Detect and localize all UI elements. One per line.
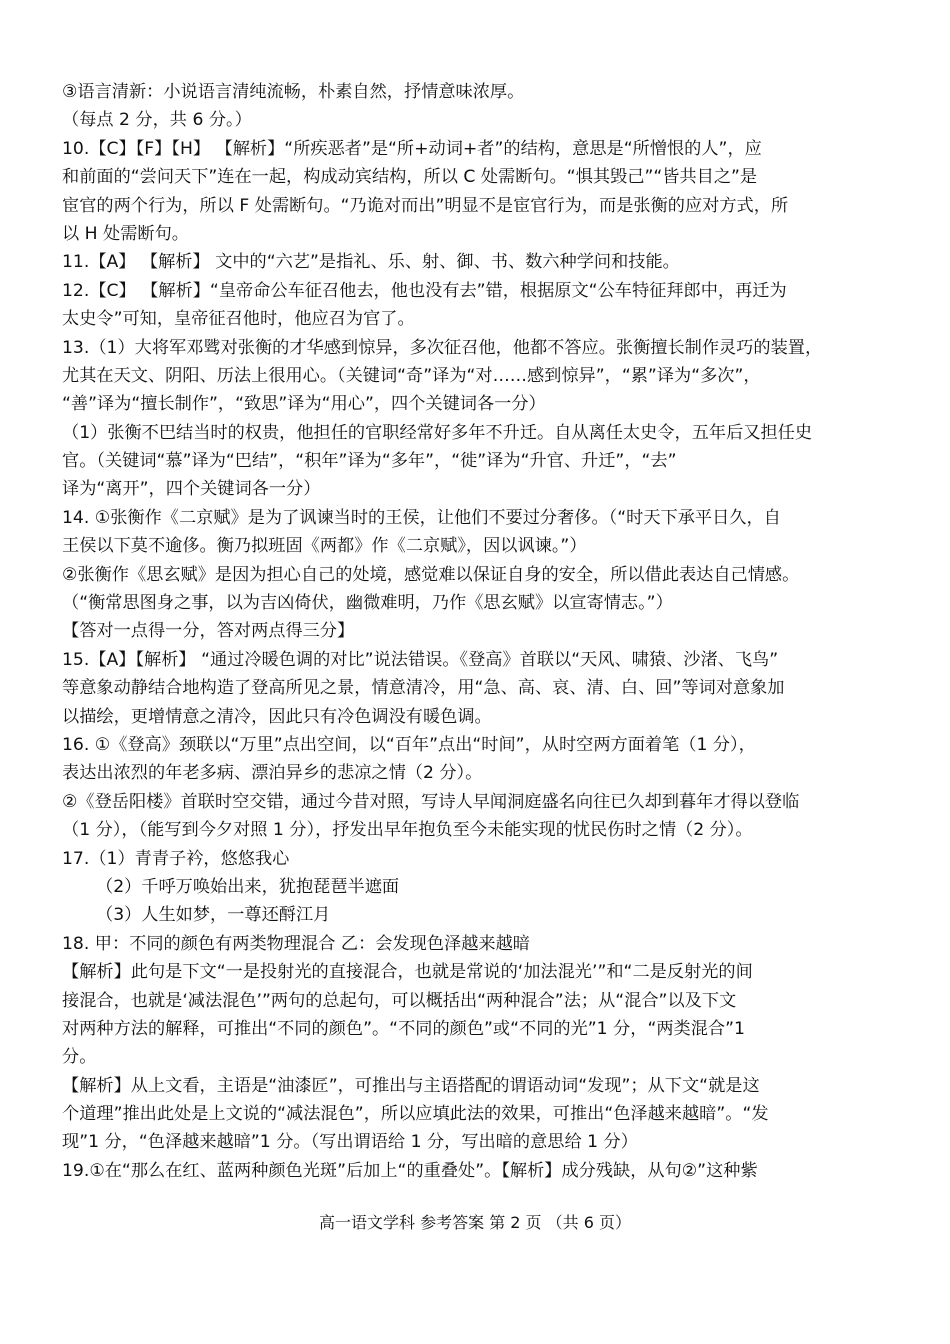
text-line: 14. ①张衡作《二京赋》是为了讽谏当时的王侯，让他们不要过分奢侈。（“时天下承平日久，自	[62, 507, 781, 528]
text-line: ②张衡作《思玄赋》是因为担心自己的处境，感觉难以保证自身的安全，所以借此表达自己情感。	[62, 564, 800, 585]
text-line: 分。	[62, 1047, 97, 1068]
text-line: 【解析】此句是下文“一是投射光的直接混合，也就是常说的‘加法混光’”和“二是反射光的间	[62, 962, 753, 983]
text-line: 译为“离开”，四个关键词各一分）	[62, 479, 321, 500]
text-line: 12.【C】 【解析】“皇帝命公车征召他去，他也没有去”错，根据原文“公车特征拜郎中，再迁为	[62, 280, 787, 301]
page-footer: 高一语文学科 参考答案 第 2 页 （共 6 页）	[319, 1213, 631, 1232]
text-line: （1 分），（能写到今夕对照 1 分），抒发出早年抱负至今未能实现的忧民伤时之情（2 分）。	[62, 820, 753, 841]
text-line: 尤其在天文、阴阳、历法上很用心。（关键词“奇”译为“对……感到惊异”，“累”译为“多次”，	[62, 365, 761, 386]
text-line: “善”译为“擅长制作”，“致思”译为“用心”，四个关键词各一分）	[62, 394, 546, 415]
text-line: （1）张衡不巴结当时的权贵，他担任的官职经常好多年不升迁。自从离任太史令，五年后又担任史	[62, 422, 813, 443]
text-line: 等意象动静结合地构造了登高所见之景，情意清冷，用“急、高、哀、清、白、回”等词对意象加	[62, 678, 785, 699]
text-line: 18. 甲：不同的颜色有两类物理混合 乙：会发现色泽越来越暗	[62, 933, 530, 954]
text-line: 个道理”推出此处是上文说的“减法混色”，所以应填此法的效果，可推出“色泽越来越暗”。“发	[62, 1104, 769, 1125]
text-line: 以描绘，更增情意之清冷，因此只有冷色调没有暖色调。	[62, 706, 492, 727]
text-line: （每点 2 分，共 6 分。）	[62, 110, 252, 131]
text-line: 宦官的两个行为，所以 F 处需断句。“乃诡对而出”明显不是宦官行为，而是张衡的应对方式，所	[62, 195, 789, 216]
text-line: ②《登岳阳楼》首联时空交错，通过今昔对照，写诗人早闻洞庭盛名向往已久却到暮年才得以登临	[62, 791, 800, 812]
text-line: 现”1 分，“色泽越来越暗”1 分。（写出谓语给 1 分，写出暗的意思给 1 分）	[62, 1132, 638, 1153]
text-line: 15.【A】【解析】 “通过冷暖色调的对比”说法错误。《登高》首联以“天风、啸猿、沙渚、飞鸟”	[62, 649, 779, 670]
text-line: 太史令”可知，皇帝征召他时，他应召为官了。	[62, 309, 415, 330]
text-line: 13.（1）大将军邓骘对张衡的才华感到惊异，多次征召他，他都不答应。张衡擅长制作灵巧的装置，	[62, 337, 823, 358]
text-line: 接混合，也就是‘减法混色’”两句的总起句，可以概括出“两种混合”法；从“混合”以及下文	[62, 990, 737, 1011]
text-line: ③语言清新：小说语言清纯流畅，朴素自然，抒情意味浓厚。	[62, 82, 525, 102]
text-line: 以 H 处需断句。	[62, 223, 189, 244]
text-line: 表达出浓烈的年老多病、漂泊异乡的悲凉之情（2 分）。	[62, 763, 483, 784]
text-line: 16. ①《登高》颈联以“万里”点出空间，以“百年”点出“时间”，从时空两方面着笔（1 分），	[62, 734, 756, 755]
text-line: 11.【A】 【解析】 文中的“六艺”是指礼、乐、射、御、书、数六种学问和技能。	[62, 252, 680, 273]
text-line: 和前面的“尝问天下”连在一起，构成动宾结构，所以 C 处需断句。“惧其毁己”“皆共目之”是	[62, 167, 758, 188]
text-line: 对两种方法的解释，可推出“不同的颜色”。“不同的颜色”或“不同的光”1 分，“两类混合”1	[62, 1018, 745, 1039]
text-line: 【解析】从上文看，主语是“油漆匠”，可推出与主语搭配的谓语动词“发现”；从下文“就是这	[62, 1075, 760, 1096]
text-line: （“衡常思图身之事，以为吉凶倚伏，幽微难明，乃作《思玄赋》以宣寄情志。”）	[62, 593, 673, 614]
text-line: 10.【C】【F】【H】 【解析】“所疾恶者”是“所+动词+者”的结构，意思是“所憎恨的人”，应	[62, 138, 762, 159]
answer-key-page	[62, 78, 890, 1185]
text-line: 官。（关键词“慕”译为“巴结”，“积年”译为“多年”，“徙”译为“升官、升迁”，“去”	[62, 451, 677, 472]
text-line: 19.①在“那么在红、蓝两种颜色光斑”后加上“的重叠处”。【解析】成分残缺，从句②”这种紫	[62, 1160, 758, 1181]
text-line: 【答对一点得一分，答对两点得三分】	[62, 621, 355, 642]
text-line: 王侯以下莫不逾侈。衡乃拟班固《两都》作《二京赋》，因以讽谏。”）	[62, 536, 587, 557]
text-line: （2）千呼万唤始出来，犹抱琵琶半遮面	[96, 876, 400, 897]
text-line: （3）人生如梦，一尊还酹江月	[96, 905, 331, 926]
text-line: 17.（1）青青子衿，悠悠我心	[62, 848, 290, 869]
